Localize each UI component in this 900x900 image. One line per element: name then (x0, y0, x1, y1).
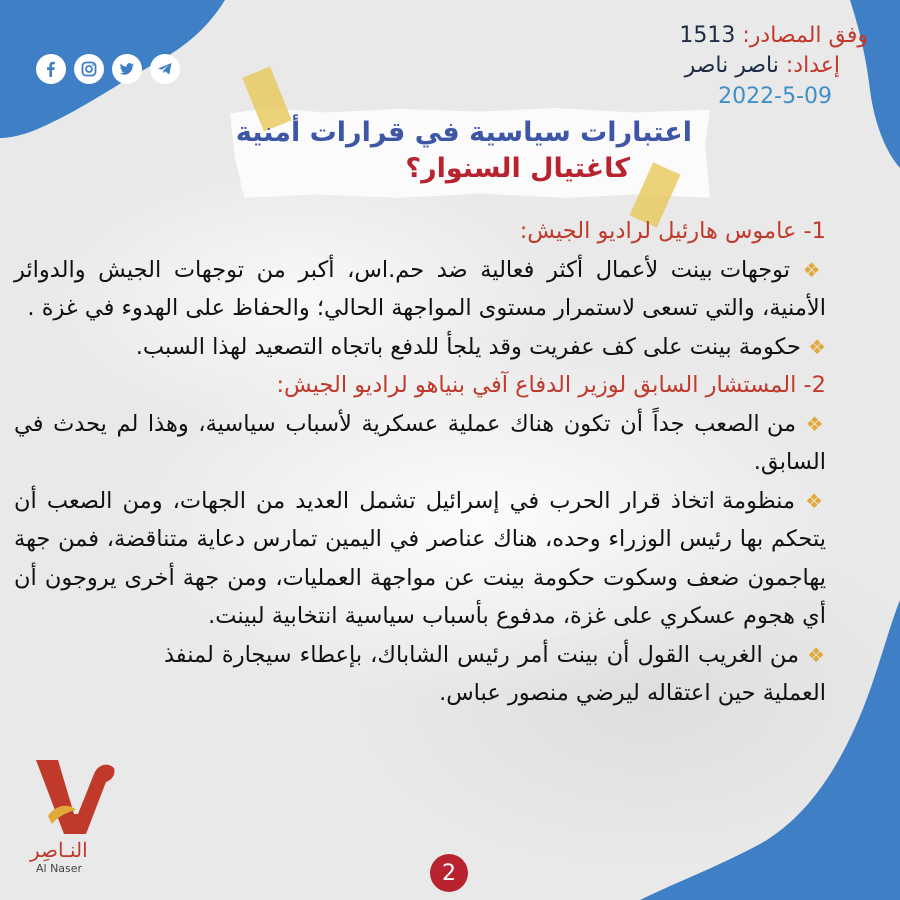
twitter-icon[interactable] (112, 54, 142, 84)
instagram-icon[interactable] (74, 54, 104, 84)
paragraph-text: توجهات بينت لأعمال أكثر فعالية ضد حم.اس، أكبر من توجهات الجيش والدوائر الأمنية، والتي تسعى لاستمرار مستوى المواجهة الحالي؛ والحفاظ على الهدوء في غزة . (14, 256, 826, 321)
section-2-heading: 2- المستشار السابق لوزير الدفاع آفي بنياهو لراديو الجيش: (276, 372, 826, 398)
bullet-icon: ❖ (805, 411, 827, 436)
facebook-icon[interactable] (36, 54, 66, 84)
publish-date: 2022-5-09 (718, 84, 832, 109)
paragraph-text: من الغريب القول أن بينت أمر رئيس الشاباك، بإعطاء سيجارة لمنفذ العملية حين اعتقاله ليرضي منصور عباس. (164, 641, 826, 706)
bullet-icon: ❖ (807, 642, 827, 667)
paragraph-text: منظومة اتخاذ قرار الحرب في إسرائيل تشمل العديد من الجهات، ومن الصعب أن يتحكم بها رئيس الوزراء وحده، هناك عناصر في اليمين تمارس دعاية متناقضة، فمن جهة يهاجمون ضعف وسكوت حكومة بينت عن مواجهة العمليات، ومن جهة أخرى يروجون أن أي هجوم عسكري على غزة، مدفوع بأسباب سياسية انتخابية لبينت. (14, 487, 826, 629)
social-links (36, 54, 180, 84)
title-line-2: كاغتيال السنوار؟ (405, 153, 630, 184)
title-line-1: اعتبارات سياسية في قرارات أمنية (235, 117, 692, 148)
bullet-icon: ❖ (802, 257, 827, 282)
section-1-paragraph-1 (14, 251, 826, 328)
section-2-paragraph-1 (14, 405, 826, 482)
source-value: 1513 (679, 23, 736, 48)
article-body (14, 212, 826, 713)
logo-text-arabic: النـاصِر (30, 838, 88, 862)
bullet-icon: ❖ (805, 488, 826, 513)
telegram-icon[interactable] (150, 54, 180, 84)
page-number-badge: 2 (430, 854, 468, 892)
source-label: وفق المصادر: (742, 23, 868, 48)
section-1-heading: 1- عاموس هارئيل لراديو الجيش: (519, 218, 826, 244)
section-1-paragraph-2 (14, 328, 826, 367)
author-value: ناصر ناصر (684, 53, 779, 78)
section-2-paragraph-2 (14, 482, 826, 636)
source-count (679, 22, 868, 50)
author-label: إعداد: (785, 53, 840, 78)
bullet-icon: ❖ (808, 334, 826, 359)
section-2-paragraph-3 (14, 636, 826, 713)
paragraph-text: من الصعب جداً أن تكون هناك عملية عسكرية لأسباب سياسية، وهذا لم يحدث في السابق. (14, 410, 826, 475)
logo-text-english: Al Naser (36, 862, 83, 875)
paragraph-text: حكومة بينت على كف عفريت وقد يلجأ للدفع باتجاه التصعيد لهذا السبب. (135, 333, 801, 360)
author-line (685, 52, 840, 80)
